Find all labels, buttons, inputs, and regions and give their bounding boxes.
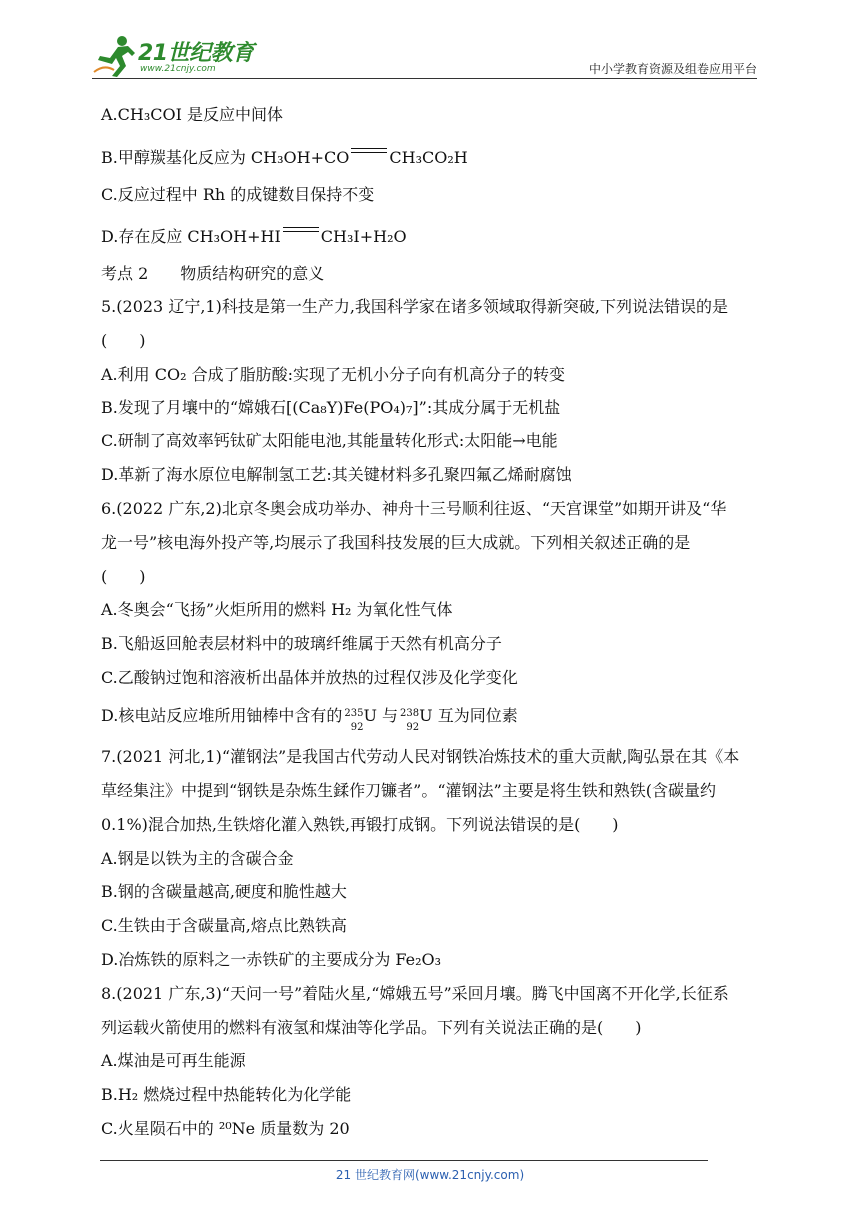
option-line: B.飞船返回舱表层材料中的玻璃纤维属于天然有机高分子 (101, 634, 502, 653)
header-divider (92, 78, 757, 79)
option-line: A.煤油是可再生能源 (101, 1051, 246, 1070)
question-line: 龙一号”核电海外投产等,均展示了我国科技发展的巨大成就。下列相关叙述正确的是 (101, 533, 691, 552)
equation-left: D.存在反应 CH₃OH+HI (101, 227, 281, 246)
option-line: C.研制了高效率钙钛矿太阳能电池,其能量转化形式:太阳能→电能 (101, 431, 558, 450)
mass-number: 238 (400, 708, 420, 719)
nuclide-u238 (400, 705, 420, 733)
question-line: 草经集注》中提到“钢铁是杂炼生鍒作刀镰者”。“灌钢法”主要是将生铁和熟铁(含碳量约 (101, 781, 716, 800)
question-line: 列运载火箭使用的燃料有液氢和煤油等化学品。下列有关说法正确的是( ) (101, 1018, 642, 1037)
question-line: 6.(2022 广东,2)北京冬奥会成功举办、神舟十三号顺利往返、“天宫课堂”如期开讲及“华 (101, 499, 727, 518)
option-line: A.利用 CO₂ 合成了脂肪酸:实现了无机小分子向有机高分子的转变 (101, 365, 565, 384)
answer-blank: ( ) (101, 567, 146, 586)
answer-blank: ( ) (101, 331, 146, 350)
option-line: A.冬奥会“飞扬”火炬所用的燃料 H₂ 为氧化性气体 (101, 600, 453, 619)
footer-divider (100, 1160, 708, 1161)
option-text: U 与 (363, 706, 399, 725)
question-line: 0.1%)混合加热,生铁熔化灌入熟铁,再锻打成钢。下列说法错误的是( ) (101, 815, 619, 834)
header-tagline: 中小学教育资源及组卷应用平台 (588, 62, 757, 76)
logo (92, 34, 262, 78)
option-line: D.革新了海水原位电解制氢工艺:其关键材料多孔聚四氟乙烯耐腐蚀 (101, 465, 572, 484)
atomic-number: 92 (350, 722, 364, 733)
option-line (101, 226, 407, 248)
equals-sign (281, 226, 321, 236)
option-line (101, 705, 518, 733)
option-line: C.火星陨石中的 ²⁰Ne 质量数为 20 (101, 1119, 350, 1138)
footer-link[interactable]: 21 世纪教育网(www.21cnjy.com) (335, 1168, 525, 1182)
section-heading: 考点 2 物质结构研究的意义 (101, 264, 325, 283)
option-text: U 互为同位素 (419, 706, 518, 725)
option-line: D.冶炼铁的原料之一赤铁矿的主要成分为 Fe₂O₃ (101, 950, 442, 969)
question-line: 8.(2021 广东,3)“天问一号”着陆火星,“嫦娥五号”采回月壤。腾飞中国离不开化学,长征系 (101, 984, 729, 1003)
runner-logo-icon (92, 34, 136, 78)
option-line: C.乙酸钠过饱和溶液析出晶体并放热的过程仅涉及化学变化 (101, 668, 518, 687)
nuclide-u235 (344, 705, 364, 733)
question-line: 5.(2023 辽宁,1)科技是第一生产力,我国科学家在诸多领域取得新突破,下列说法错误的是 (101, 297, 728, 316)
option-line: A.钢是以铁为主的含碳合金 (101, 849, 294, 868)
atomic-number: 92 (406, 722, 420, 733)
logo-url: www.21cnjy.com (140, 64, 216, 74)
equals-sign (349, 147, 389, 157)
option-line: C.反应过程中 Rh 的成键数目保持不变 (101, 185, 375, 204)
equation-right: CH₃I+H₂O (320, 227, 407, 246)
option-line (101, 147, 468, 169)
question-line: 7.(2021 河北,1)“灌钢法”是我国古代劳动人民对钢铁冶炼技术的重大贡献,陶弘景在其《本 (101, 747, 740, 766)
option-text: D.核电站反应堆所用铀棒中含有的 (101, 706, 343, 725)
equation-left: B.甲醇羰基化反应为 CH₃OH+CO (101, 148, 350, 167)
mass-number: 235 (344, 708, 364, 719)
page-header (92, 28, 757, 80)
option-line: B.发现了月壤中的“嫦娥石[(Ca₈Y)Fe(PO₄)₇]”:其成分属于无机盐 (101, 398, 561, 417)
option-line: A.CH₃COI 是反应中间体 (101, 105, 284, 124)
logo-title: 21世纪教育 (138, 41, 254, 66)
option-line: C.生铁由于含碳量高,熔点比熟铁高 (101, 916, 347, 935)
option-line: B.钢的含碳量越高,硬度和脆性越大 (101, 882, 347, 901)
equation-right: CH₃CO₂H (389, 148, 468, 167)
option-line: B.H₂ 燃烧过程中热能转化为化学能 (101, 1085, 352, 1104)
